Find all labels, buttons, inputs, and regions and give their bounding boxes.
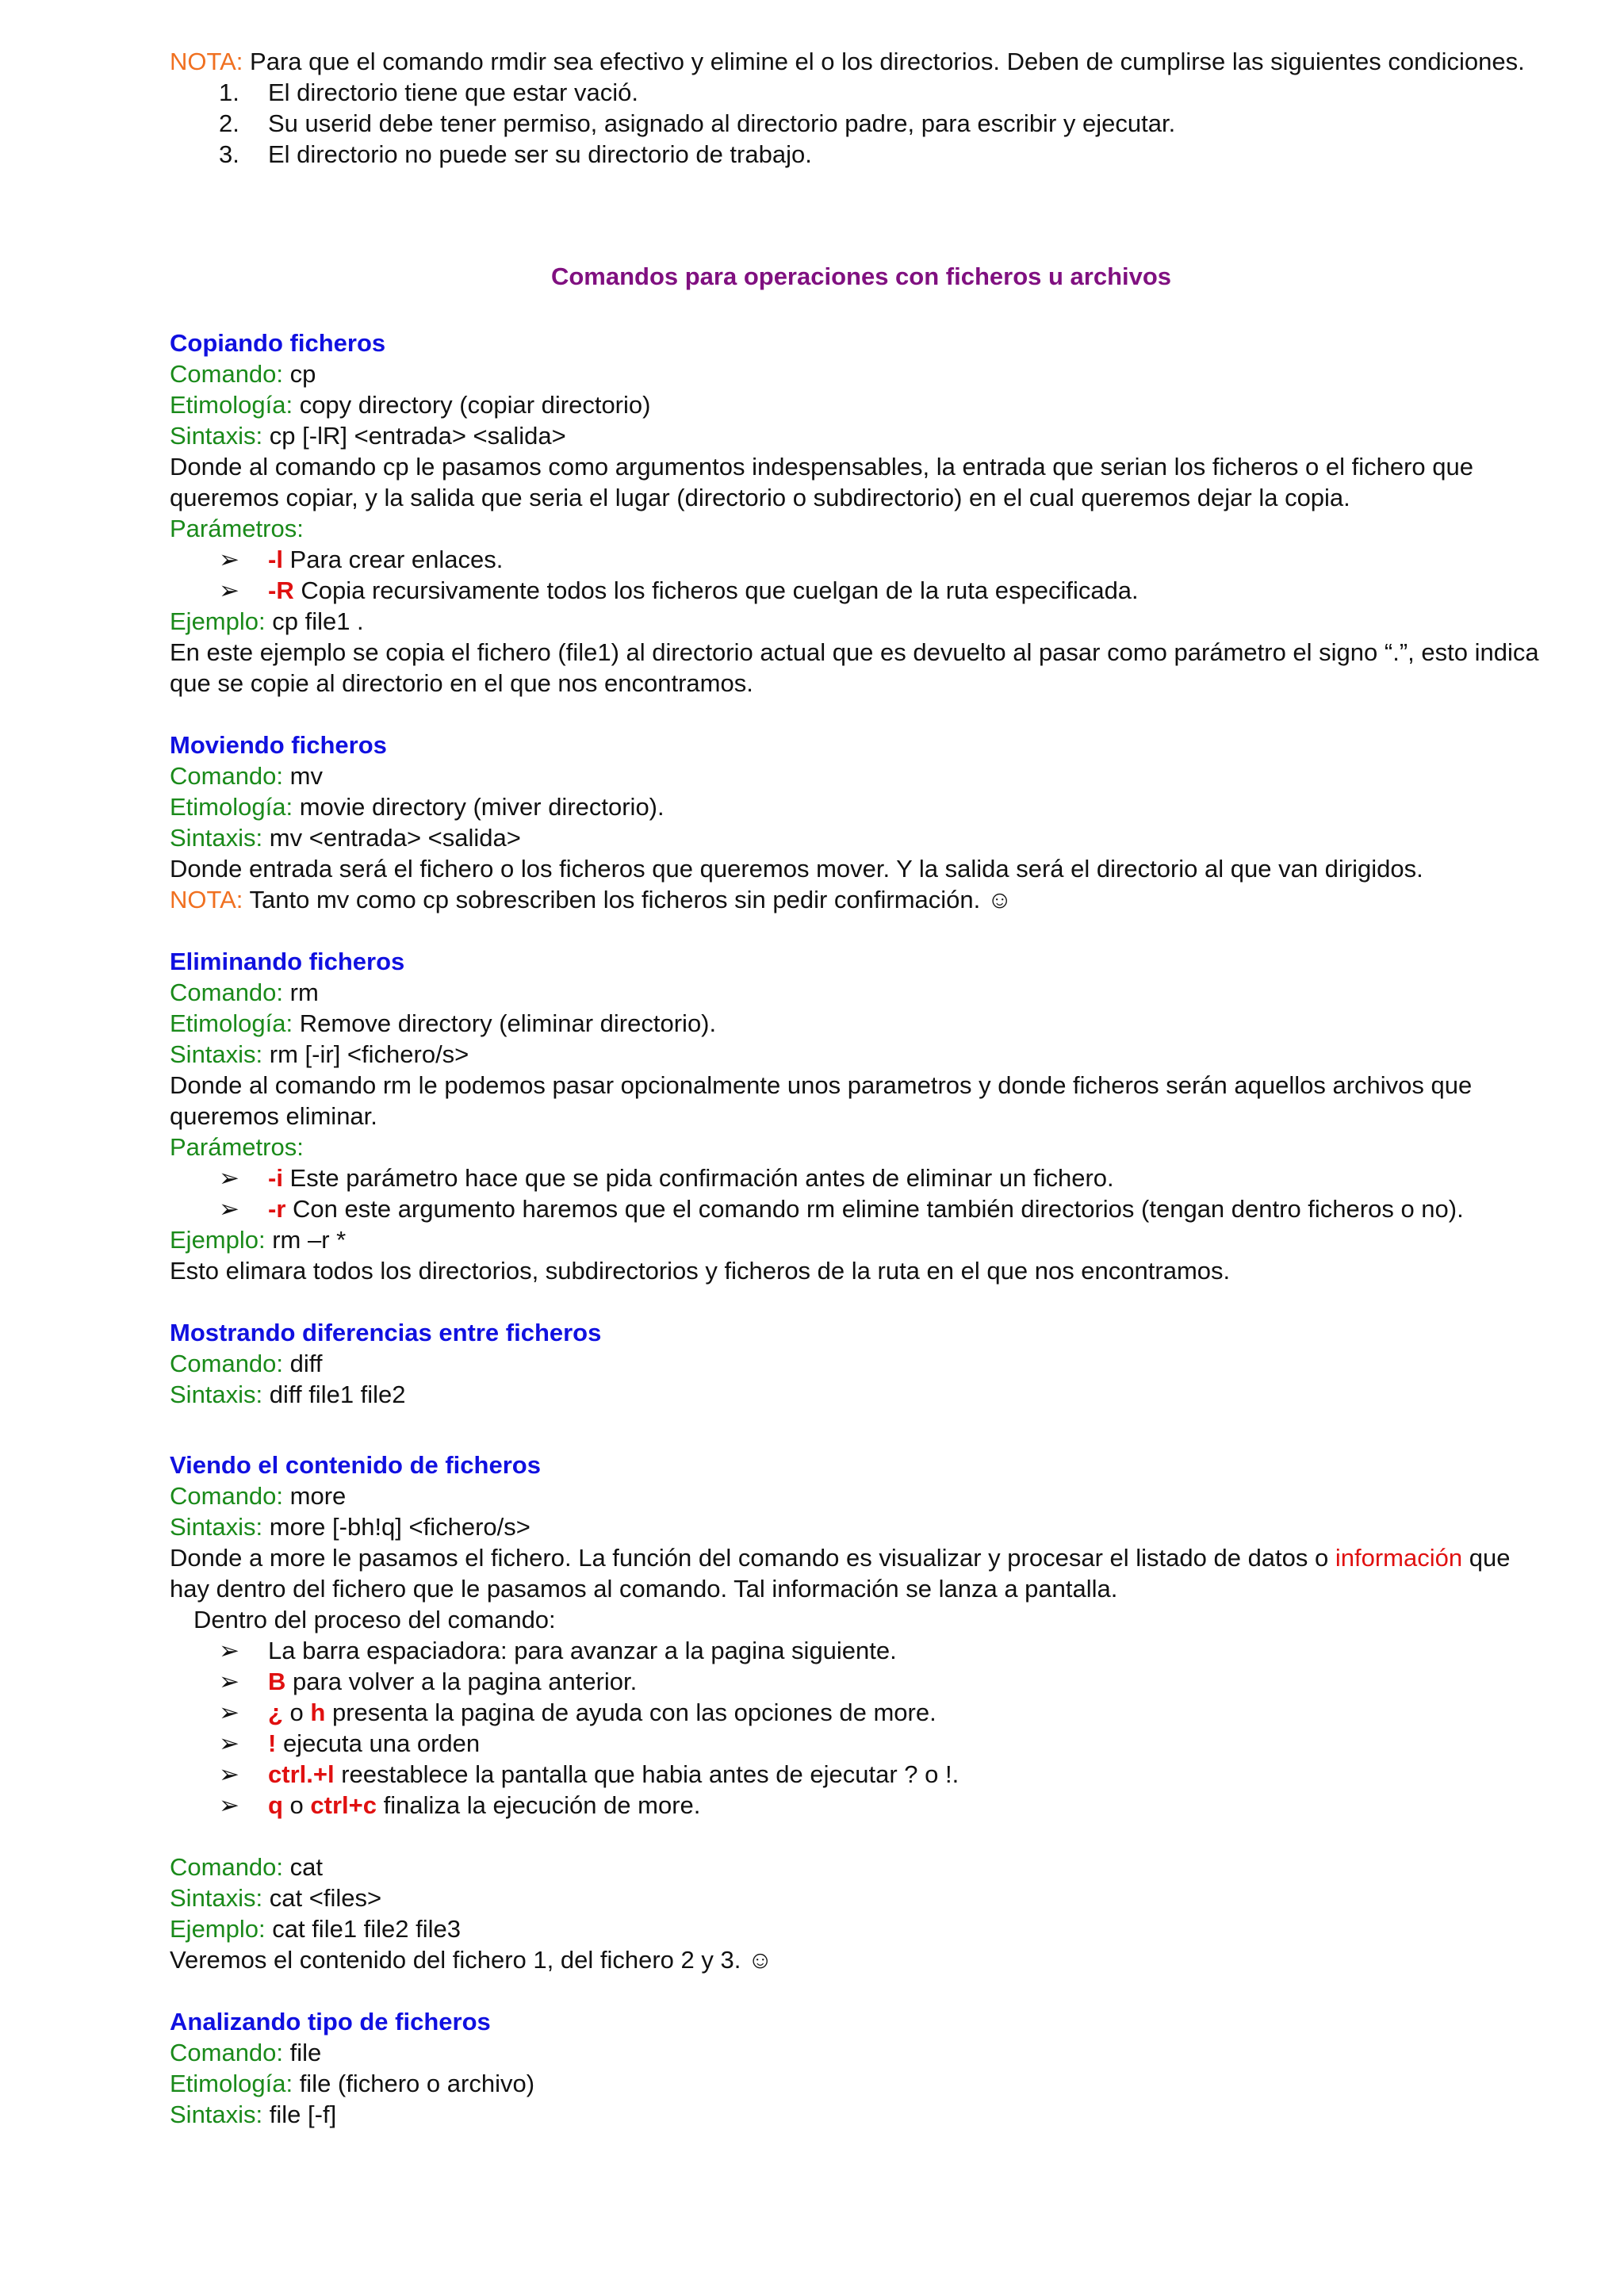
ejemplo-value: cat file1 file2 file3 [265,1915,462,1943]
sintaxis-value: file [-f] [262,2101,337,2128]
etimologia-value: file (fichero o archivo) [293,2070,535,2097]
sintaxis-label: Sintaxis: [170,1513,263,1541]
ejemplo-label: Ejemplo: [170,1226,266,1254]
sintaxis-value: rm [-ir] <fichero/s> [262,1040,469,1068]
comando-value: cp [283,360,316,388]
more-process-intro: Dentro del proceso del comando: [193,1606,556,1633]
copy-ejemplo-desc: En este ejemplo se copia el fichero (file1) al directorio actual que es devuelto al pasar como parámetro el signo “.”, esto indica que se copie al directorio en el que nos encontramos. [170,638,1539,697]
desc-text: Donde a more le pasamos el fichero. La función del comando es visualizar y procesar el listado de datos o [170,1544,1335,1572]
arrow-bullet-icon: ➢ [219,1760,239,1788]
list-item [170,1728,1553,1759]
remove-sintaxis [170,1039,1553,1070]
cat-comando [170,1852,1553,1882]
list-text: Su userid debe tener permiso, asignado al directorio padre, para escribir y ejecutar. [268,109,1176,137]
copy-comando [170,358,1553,389]
list-item [170,544,1553,575]
comando-value: mv [283,762,323,790]
key-label: ¿ [268,1698,283,1726]
sintaxis-value: mv <entrada> <salida> [262,824,521,852]
param-text: Con este argumento haremos que el comando rm elimine también directorios (tengan dentro ficheros o no). [285,1195,1464,1223]
more-comando [170,1480,1553,1511]
item-text: finaliza la ejecución de more. [377,1791,701,1819]
sintaxis-value: cat <files> [262,1884,382,1912]
move-nota [170,884,1553,915]
copy-params-label: Parámetros: [170,515,304,542]
arrow-bullet-icon: ➢ [219,576,239,604]
comando-value: more [283,1482,347,1510]
param-flag: -R [268,576,294,604]
arrow-bullet-icon: ➢ [219,1698,239,1726]
list-item [170,1697,1553,1728]
item-text: La barra espaciadora: para avanzar a la pagina siguiente. [268,1637,897,1664]
param-flag: -r [268,1195,286,1223]
list-item [170,1635,1553,1666]
etimologia-value: movie directory (miver directorio). [293,793,665,821]
arrow-bullet-icon: ➢ [219,1195,239,1223]
section-title: Comandos para operaciones con ficheros u archivos [550,262,1172,290]
etimologia-label: Etimología: [170,1009,293,1037]
comando-label: Comando: [170,978,284,1006]
sintaxis-value: more [-bh!q] <fichero/s> [262,1513,530,1541]
move-comando [170,760,1553,791]
etimologia-label: Etimología: [170,391,293,419]
ejemplo-value: rm –r * [265,1226,347,1254]
arrow-bullet-icon: ➢ [219,1791,239,1819]
desc-text: que hay dentro del fichero que le pasamos al comando. Tal información se lanza a pantalla. [170,1544,1511,1603]
remove-comando [170,977,1553,1008]
list-number: 3. [219,140,239,168]
copy-sintaxis [170,420,1553,451]
more-description [170,1542,1553,1604]
key-label: ctrl+c [310,1791,377,1819]
key-label: h [310,1698,326,1726]
heading-diff: Mostrando diferencias entre ficheros [170,1319,602,1346]
list-item [170,1759,1553,1790]
param-text: Para crear enlaces. [282,546,504,573]
move-sintaxis [170,822,1553,853]
comando-label: Comando: [170,2039,284,2066]
heading-more: Viendo el contenido de ficheros [170,1451,541,1479]
sintaxis-label: Sintaxis: [170,1884,263,1912]
arrow-bullet-icon: ➢ [219,1668,239,1695]
sintaxis-value: cp [-lR] <entrada> <salida> [262,422,566,450]
arrow-bullet-icon: ➢ [219,1637,239,1664]
arrow-bullet-icon: ➢ [219,1164,239,1192]
ejemplo-value: cp file1 . [265,607,364,635]
cat-ejemplo [170,1913,1553,1944]
list-text: El directorio no puede ser su directorio de trabajo. [268,140,812,168]
key-label: ! [268,1729,277,1757]
list-number: 1. [219,79,239,106]
item-connector: o [282,1791,311,1819]
list-item [170,1666,1553,1697]
remove-description: Donde al comando rm le podemos pasar opcionalmente unos parametros y donde ficheros serán aquellos archivos que queremos eliminar. [170,1071,1473,1130]
heading-remove: Eliminando ficheros [170,948,405,975]
heading-file: Analizando tipo de ficheros [170,2008,491,2035]
list-text: El directorio tiene que estar vació. [268,79,638,106]
etimologia-label: Etimología: [170,2070,293,2097]
item-connector: o [282,1698,311,1726]
comando-value: diff [283,1350,323,1377]
sintaxis-label: Sintaxis: [170,2101,263,2128]
item-text: presenta la pagina de ayuda con las opciones de more. [325,1698,936,1726]
comando-label: Comando: [170,1350,284,1377]
param-flag: -l [268,546,283,573]
arrow-bullet-icon: ➢ [219,1729,239,1757]
cat-sintaxis [170,1882,1553,1913]
item-text: para volver a la pagina anterior. [285,1668,638,1695]
item-text: ejecuta una orden [276,1729,481,1757]
key-label: ctrl.+l [268,1760,335,1788]
list-item [170,1162,1553,1193]
comando-value: file [283,2039,322,2066]
list-item [170,108,1553,139]
sintaxis-label: Sintaxis: [170,422,263,450]
copy-ejemplo [170,606,1553,637]
comando-value: cat [283,1853,323,1881]
nota-text: Para que el comando rmdir sea efectivo y elimine el o los directorios. Deben de cumplirse las siguientes condiciones. [243,48,1525,75]
copy-params-list [170,544,1553,606]
heading-copy: Copiando ficheros [170,329,386,357]
conditions-list [170,77,1553,170]
remove-ejemplo-desc: Esto elimara todos los directorios, subdirectorios y ficheros de la ruta en el que nos encontramos. [170,1257,1231,1285]
remove-params-label: Parámetros: [170,1133,304,1161]
ejemplo-label: Ejemplo: [170,1915,266,1943]
etimologia-label: Etimología: [170,793,293,821]
more-sintaxis [170,1511,1553,1542]
item-text: reestablece la pantalla que habia antes de ejecutar ? o !. [334,1760,959,1788]
more-keys-list [170,1635,1553,1821]
diff-sintaxis [170,1379,1553,1410]
diff-comando [170,1348,1553,1379]
remove-etimologia [170,1008,1553,1039]
key-label: B [268,1668,286,1695]
arrow-bullet-icon: ➢ [219,546,239,573]
comando-label: Comando: [170,1853,284,1881]
etimologia-value: copy directory (copiar directorio) [293,391,651,419]
ejemplo-label: Ejemplo: [170,607,266,635]
move-etimologia [170,791,1553,822]
comando-label: Comando: [170,360,284,388]
list-item [170,77,1553,108]
copy-description: Donde al comando cp le pasamos como argumentos indespensables, la entrada que serian los ficheros o el fichero que queremos copiar, y la salida que seria el lugar (directorio o subdirectorio) en el cual queremos dejar la copia. [170,453,1473,511]
sintaxis-label: Sintaxis: [170,824,263,852]
file-etimologia [170,2068,1553,2099]
cat-ejemplo-desc: Veremos el contenido del fichero 1, del fichero 2 y 3. ☺ [170,1946,773,1974]
param-text: Este parámetro hace que se pida confirmación antes de eliminar un fichero. [282,1164,1114,1192]
remove-params-list [170,1162,1553,1224]
nota-text: Tanto mv como cp sobrescriben los ficheros sin pedir confirmación. ☺ [243,886,1013,913]
nota-label: NOTA: [170,48,243,75]
file-sintaxis [170,2099,1553,2130]
param-flag: -i [268,1164,283,1192]
param-text: Copia recursivamente todos los ficheros que cuelgan de la ruta especificada. [293,576,1139,604]
intro-note [170,46,1553,77]
key-label: q [268,1791,283,1819]
heading-move: Moviendo ficheros [170,731,387,759]
comando-value: rm [283,978,319,1006]
list-item [170,139,1553,170]
desc-highlight: información [1335,1544,1463,1572]
copy-etimologia [170,389,1553,420]
sintaxis-label: Sintaxis: [170,1381,263,1408]
move-description: Donde entrada será el fichero o los ficheros que queremos mover. Y la salida será el directorio al que van dirigidos. [170,855,1423,883]
sintaxis-value: diff file1 file2 [262,1381,406,1408]
comando-label: Comando: [170,762,284,790]
list-item [170,575,1553,606]
list-item [170,1790,1553,1821]
etimologia-value: Remove directory (eliminar directorio). [293,1009,717,1037]
file-comando [170,2037,1553,2068]
comando-label: Comando: [170,1482,284,1510]
sintaxis-label: Sintaxis: [170,1040,263,1068]
list-number: 2. [219,109,239,137]
list-item [170,1193,1553,1224]
nota-label: NOTA: [170,886,243,913]
remove-ejemplo [170,1224,1553,1255]
